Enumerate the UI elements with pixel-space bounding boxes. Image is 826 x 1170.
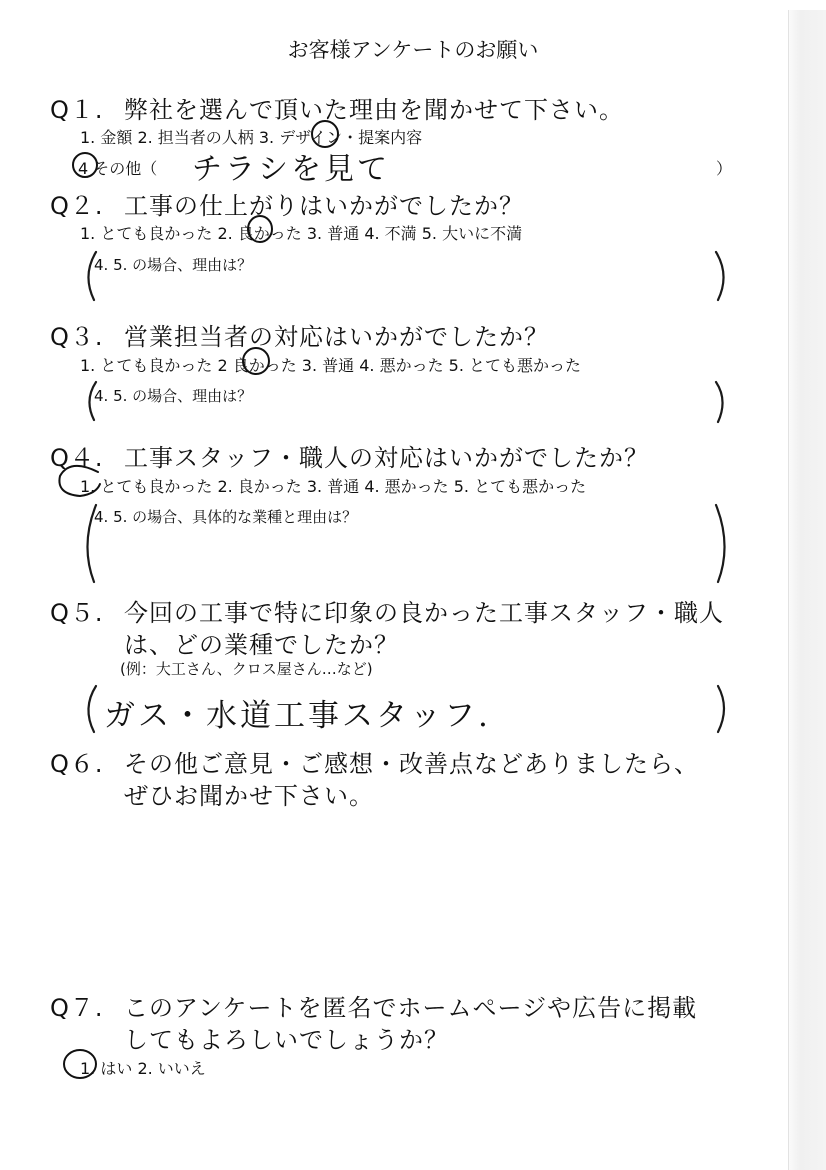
q2-right-bracket	[716, 252, 724, 300]
q3-options: 1. とても良かった 2 良かった 3. 普通 4. 悪かった 5. とても悪かった	[80, 356, 582, 375]
q5-handwritten-answer: ガス・水道工事スタッフ.	[104, 698, 491, 734]
q6-number: Q６.	[50, 750, 104, 778]
q2-text: 工事の仕上がりはいかがでしたか？	[124, 192, 524, 220]
q5-text-line2: は、どの業種でしたか？	[124, 631, 399, 659]
q4-question	[50, 438, 649, 473]
q1-options: 1. 金額 2. 担当者の人柄 3. デザイン・提案内容	[80, 128, 423, 147]
q7-text-line1: このアンケートを匿名でホームページや広告に掲載	[124, 994, 698, 1022]
q5-number: Q５.	[50, 599, 104, 627]
q1-question	[50, 90, 624, 125]
q6-text-line1: その他ご意見・ご感想・改善点などありましたら、	[124, 750, 699, 778]
q1-other-close: ）	[716, 159, 733, 178]
q5-example: (例：大工さん、クロス屋さん…など)	[120, 660, 373, 678]
q4-reason-label: 4. 5. の場合、具体的な業種と理由は？	[94, 508, 358, 526]
q3-text: 営業担当者の対応はいかがでしたか？	[124, 323, 549, 351]
page-title: お客様アンケートのお願い	[287, 38, 539, 62]
q6-text-line2: ぜひお聞かせ下さい。	[124, 782, 374, 810]
q5-text-line1: 今回の工事で特に印象の良かった工事スタッフ・職人	[124, 599, 724, 627]
q3-question	[50, 317, 549, 352]
q3-right-bracket	[716, 382, 723, 422]
q2-question	[50, 186, 524, 221]
q7-options: 1. はい 2. いいえ	[80, 1059, 206, 1078]
q1-number: Q１.	[50, 96, 104, 124]
q7-question	[50, 988, 697, 1023]
q7-number: Q７.	[50, 994, 104, 1022]
q3-reason-label: 4. 5. の場合、理由は？	[94, 387, 253, 405]
q7-text-line2: してもよろしいでしょうか？	[124, 1026, 449, 1054]
q5-left-bracket	[88, 686, 96, 732]
q3-number: Q３.	[50, 323, 104, 351]
q5-question	[50, 593, 724, 628]
q1-handwritten-answer: チラシを見て	[192, 152, 390, 187]
q4-text: 工事スタッフ・職人の対応はいかがでしたか？	[124, 444, 649, 472]
q5-right-bracket	[718, 686, 724, 732]
q1-other-label: 4 その他（	[78, 159, 158, 178]
q4-options: 1. とても良かった 2. 良かった 3. 普通 4. 悪かった 5. とても悪かった	[80, 477, 587, 496]
q2-number: Q２.	[50, 192, 104, 220]
q6-question	[50, 744, 699, 779]
scan-edge-shadow	[788, 10, 826, 1170]
q2-reason-label: 4. 5. の場合、理由は？	[94, 256, 253, 274]
q4-number: Q４.	[50, 444, 104, 472]
q4-right-bracket	[716, 505, 725, 582]
q1-text: 弊社を選んで頂いた理由を聞かせて下さい。	[124, 96, 624, 124]
q2-options: 1. とても良かった 2. 良かった 3. 普通 4. 不満 5. 大いに不満	[80, 224, 523, 243]
